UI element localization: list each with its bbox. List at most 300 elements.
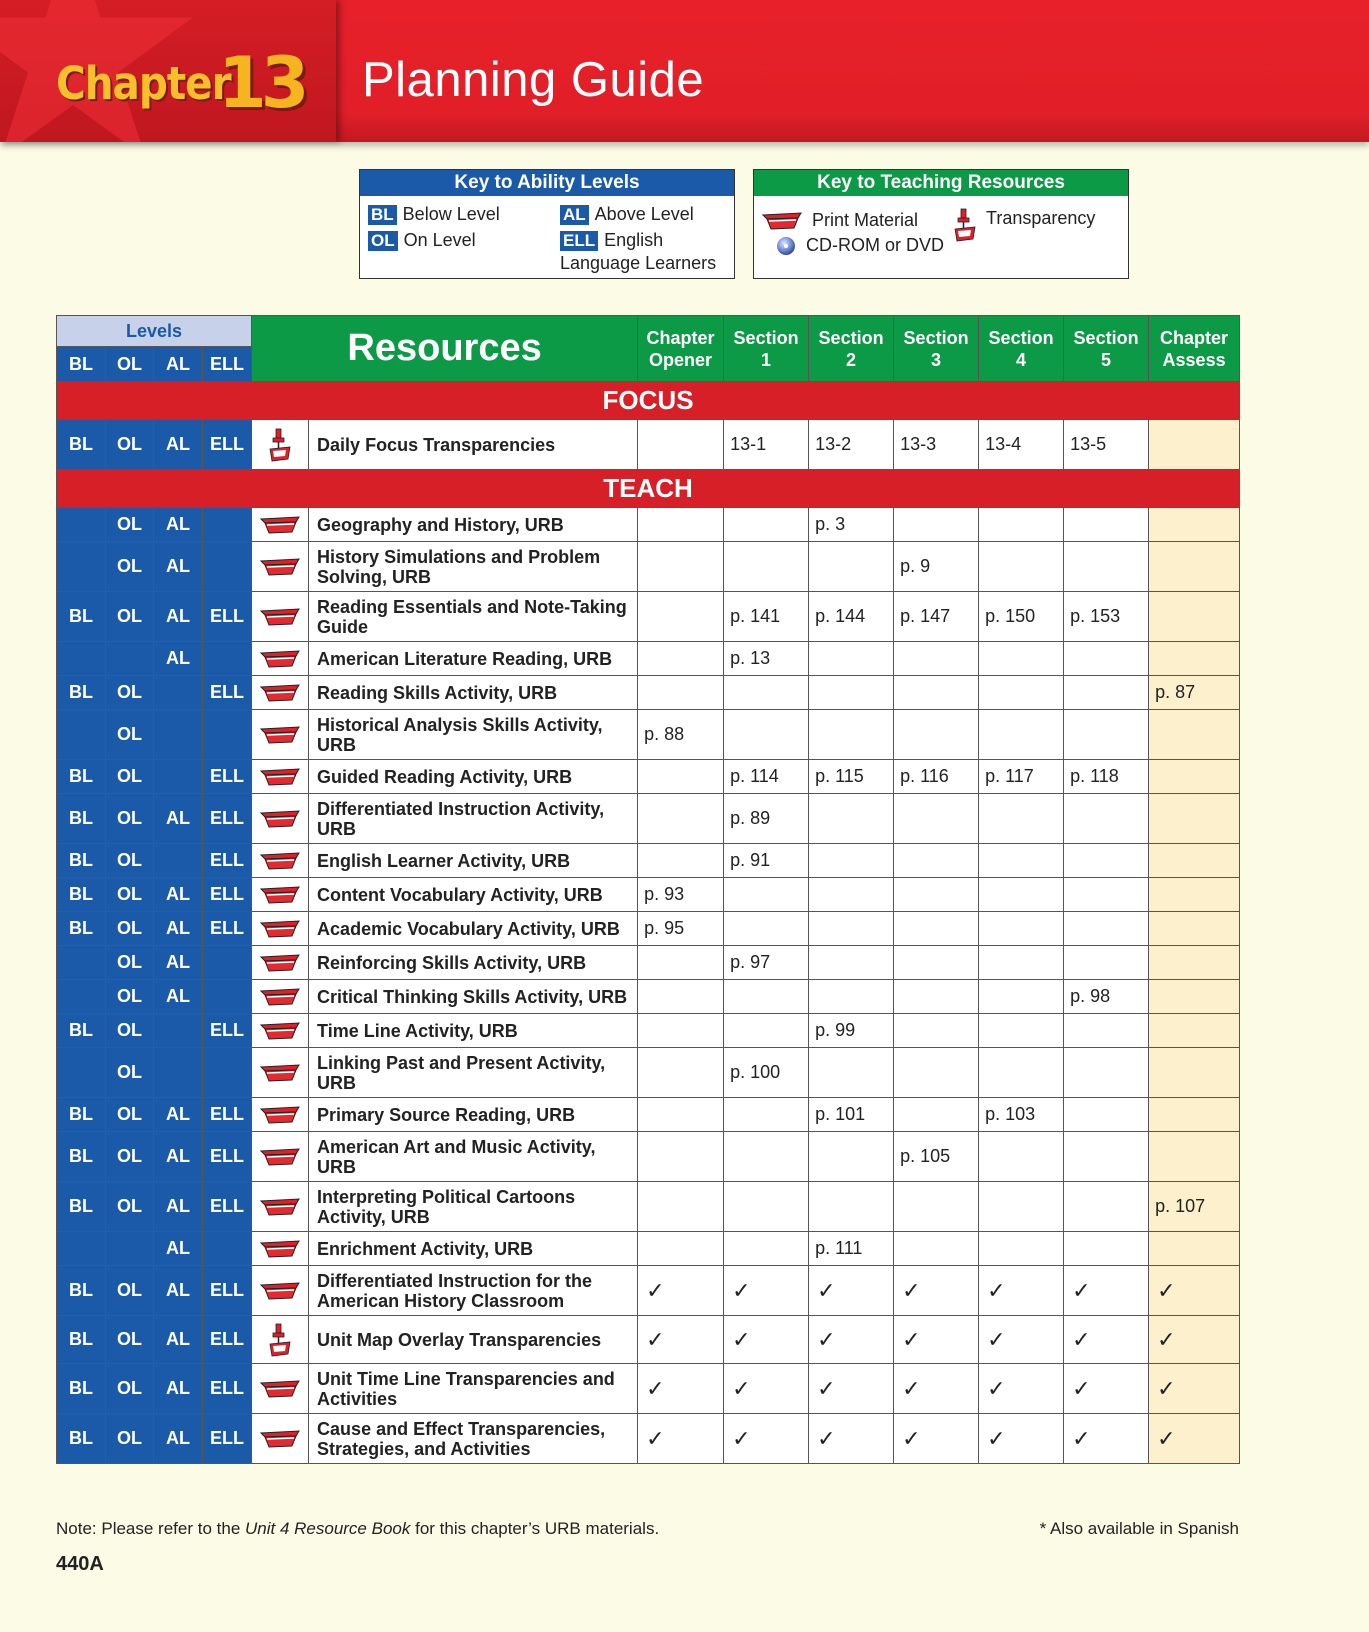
value-cell [638,508,724,542]
value-cell [724,1232,809,1266]
value-cell: p. 103 [979,1098,1064,1132]
value-cell: ✓ [724,1364,809,1414]
value-cell [979,844,1064,878]
table-row [57,542,1240,592]
value-cell: ✓ [979,1266,1064,1316]
value-cell [979,1132,1064,1182]
resource-name: American Art and Music Activity, URB [309,1132,638,1182]
value-cell: ✓ [1064,1316,1149,1364]
resource-name: Linking Past and Present Activity, URB [309,1048,638,1098]
page-number: 440A [56,1553,104,1575]
level-cell-bl: BL [57,1316,106,1364]
table-row [57,420,1240,470]
value-cell [809,912,894,946]
value-cell: p. 144 [809,592,894,642]
print-material-icon [252,844,309,878]
level-cell-ol: OL [106,1316,154,1364]
transparency-icon [252,420,309,470]
value-cell: ✓ [724,1316,809,1364]
note-prefix: Note: Please refer to the [56,1519,245,1538]
table-row [57,508,1240,542]
table-row [57,710,1240,760]
value-cell: ✓ [894,1414,979,1464]
key-item-cdrom [776,235,944,256]
value-cell: ✓ [638,1414,724,1464]
level-cell-al: AL [154,946,203,980]
key-ability-title: Key to Ability Levels [360,170,734,196]
value-cell: p. 89 [724,794,809,844]
level-cell-al: AL [154,642,203,676]
value-cell: p. 153 [1064,592,1149,642]
value-cell: p. 88 [638,710,724,760]
value-cell: ✓ [638,1316,724,1364]
resource-name: Differentiated Instruction for the American History Classroom [309,1266,638,1316]
level-cell-ol: OL [106,980,154,1014]
value-cell: p. 118 [1064,760,1149,794]
level-cell-ell: ELL [203,794,252,844]
value-cell [894,844,979,878]
level-cell-ell: ELL [203,912,252,946]
value-cell: ✓ [1064,1266,1149,1316]
level-cell-bl: BL [57,676,106,710]
resource-name: Differentiated Instruction Activity, URB [309,794,638,844]
value-cell [979,878,1064,912]
level-cell-ell: ELL [203,878,252,912]
value-cell [979,912,1064,946]
level-cell-al [154,1048,203,1098]
resource-name: Cause and Effect Transparencies, Strategies, and Activities [309,1414,638,1464]
value-cell [979,542,1064,592]
value-cell [979,1048,1064,1098]
value-cell: p. 111 [809,1232,894,1266]
level-cell-al: AL [154,1182,203,1232]
level-cell-ol: OL [106,844,154,878]
value-cell [979,794,1064,844]
value-cell [979,1014,1064,1048]
level-cell-bl: BL [57,420,106,470]
level-cell-ol: OL [106,1014,154,1048]
print-material-icon [252,980,309,1014]
value-cell [1149,980,1240,1014]
level-cell-ell [203,1048,252,1098]
level-cell-ol [106,1232,154,1266]
value-cell: ✓ [894,1364,979,1414]
value-cell [1149,542,1240,592]
print-material-icon [252,878,309,912]
value-cell [1064,844,1149,878]
level-cell-bl: BL [57,1266,106,1316]
value-cell: p. 9 [894,542,979,592]
key-item-ol [368,230,476,251]
level-cell-bl [57,642,106,676]
value-cell [638,592,724,642]
value-cell [894,1048,979,1098]
chapter-number: 13 [218,42,304,124]
value-cell [1149,1132,1240,1182]
level-cell-ell: ELL [203,420,252,470]
level-cell-ell: ELL [203,1266,252,1316]
level-cell-al [154,710,203,760]
value-cell [979,508,1064,542]
value-cell [1149,878,1240,912]
value-cell: ✓ [1149,1414,1240,1464]
value-cell [1149,420,1240,470]
level-cell-bl [57,946,106,980]
print-material-icon [252,710,309,760]
value-cell: p. 147 [894,592,979,642]
key-label-transparency: Transparency [986,208,1096,228]
value-cell: ✓ [724,1266,809,1316]
level-cell-ol: OL [106,508,154,542]
level-cell-bl: BL [57,878,106,912]
value-cell: ✓ [979,1364,1064,1414]
table-row [57,1414,1240,1464]
value-cell: ✓ [724,1414,809,1464]
value-cell [809,946,894,980]
resource-name: Guided Reading Activity, URB [309,760,638,794]
level-cell-bl [57,1232,106,1266]
level-cell-al: AL [154,912,203,946]
level-cell-al: AL [154,1132,203,1182]
level-cell-al: AL [154,542,203,592]
value-cell: p. 95 [638,912,724,946]
level-cell-ell: ELL [203,760,252,794]
key-ability-levels [359,169,735,279]
level-cell-ol: OL [106,1132,154,1182]
value-cell: p. 101 [809,1098,894,1132]
value-cell [1149,1232,1240,1266]
page-header [0,0,1369,142]
print-material-icon [252,794,309,844]
value-cell [638,676,724,710]
level-cell-ell [203,710,252,760]
value-cell [809,980,894,1014]
resource-name: Interpreting Political Cartoons Activity, URB [309,1182,638,1232]
resources-header: Resources [252,316,638,382]
level-cell-ell [203,946,252,980]
value-cell: 13-2 [809,420,894,470]
value-cell: ✓ [979,1414,1064,1464]
key-label-ell-line2: Language Learners [560,253,717,273]
value-cell [979,946,1064,980]
value-cell [1064,642,1149,676]
level-cell-ol [106,642,154,676]
level-cell-ell [203,1232,252,1266]
transparency-icon [252,1316,309,1364]
print-material-icon [252,508,309,542]
value-cell: p. 99 [809,1014,894,1048]
value-cell [979,1182,1064,1232]
col-section-2: Section 2 [809,316,894,382]
level-cell-ol: OL [106,676,154,710]
value-cell [809,542,894,592]
value-cell [1149,710,1240,760]
value-cell [1064,878,1149,912]
resource-name: Reading Essentials and Note-Taking Guide [309,592,638,642]
level-cell-ell: ELL [203,592,252,642]
key-label-ol: On Level [403,230,476,250]
resource-name: Critical Thinking Skills Activity, URB [309,980,638,1014]
level-cell-ol: OL [106,794,154,844]
value-cell [809,1048,894,1098]
print-material-icon [252,946,309,980]
level-cell-ell: ELL [203,1316,252,1364]
value-cell [979,1232,1064,1266]
value-cell [1149,1014,1240,1048]
value-cell [1149,912,1240,946]
key-resources-title: Key to Teaching Resources [754,170,1128,196]
value-cell: 13-4 [979,420,1064,470]
resource-name: Historical Analysis Skills Activity, URB [309,710,638,760]
level-cell-bl [57,710,106,760]
badge-ell: ELL [560,231,598,251]
note-suffix: for this chapter’s URB materials. [410,1519,660,1538]
resource-name: Reading Skills Activity, URB [309,676,638,710]
level-cell-bl: BL [57,844,106,878]
level-cell-bl: BL [57,1182,106,1232]
level-cell-ell [203,542,252,592]
table-row [57,676,1240,710]
value-cell: p. 150 [979,592,1064,642]
resource-name: Geography and History, URB [309,508,638,542]
value-cell [979,980,1064,1014]
print-material-icon [252,1182,309,1232]
value-cell [724,980,809,1014]
level-cell-ell: ELL [203,844,252,878]
level-cell-ol: OL [106,592,154,642]
resource-name: Enrichment Activity, URB [309,1232,638,1266]
col-chapter-opener: Chapter Opener [638,316,724,382]
value-cell [894,508,979,542]
resource-name: English Learner Activity, URB [309,844,638,878]
value-cell [809,1132,894,1182]
value-cell: ✓ [1149,1266,1240,1316]
value-cell: p. 105 [894,1132,979,1182]
value-cell [724,878,809,912]
value-cell: 13-5 [1064,420,1149,470]
value-cell [1064,542,1149,592]
col-section-4: Section 4 [979,316,1064,382]
print-material-icon [252,1414,309,1464]
level-code-ell: ELL [203,347,252,382]
level-cell-bl: BL [57,1364,106,1414]
value-cell: ✓ [1149,1316,1240,1364]
key-item-bl [368,204,500,225]
page-title: Planning Guide [362,53,705,107]
value-cell [638,980,724,1014]
transparency-icon [954,208,976,242]
level-cell-ell [203,980,252,1014]
section-header-focus: FOCUS [57,382,1240,420]
print-material-icon [252,1364,309,1414]
level-cell-ol: OL [106,760,154,794]
table-row [57,794,1240,844]
value-cell [1149,1098,1240,1132]
table-row [57,1316,1240,1364]
value-cell [638,1014,724,1048]
level-cell-al: AL [154,508,203,542]
table-row [57,946,1240,980]
level-cell-bl [57,980,106,1014]
print-material-icon [252,1014,309,1048]
key-item-print [762,210,918,231]
level-cell-bl: BL [57,1132,106,1182]
table-row [57,760,1240,794]
value-cell [638,794,724,844]
level-cell-al [154,844,203,878]
value-cell [724,1014,809,1048]
value-cell [638,1232,724,1266]
value-cell [638,542,724,592]
value-cell: ✓ [1064,1364,1149,1414]
value-cell [809,878,894,912]
value-cell: p. 114 [724,760,809,794]
value-cell [1149,592,1240,642]
level-cell-ell: ELL [203,1182,252,1232]
planning-table [56,315,1240,1464]
level-cell-bl [57,542,106,592]
print-material-icon [252,760,309,794]
table-row [57,1232,1240,1266]
print-material-icon [252,642,309,676]
value-cell [1064,710,1149,760]
resource-name: Unit Time Line Transparencies and Activities [309,1364,638,1414]
value-cell [638,1132,724,1182]
level-cell-bl: BL [57,794,106,844]
value-cell [638,760,724,794]
value-cell [979,710,1064,760]
value-cell [894,1182,979,1232]
level-code-al: AL [154,347,203,382]
value-cell: p. 97 [724,946,809,980]
level-cell-al [154,760,203,794]
value-cell [894,642,979,676]
badge-ol: OL [368,231,398,251]
value-cell: p. 115 [809,760,894,794]
key-label-bl: Below Level [402,204,500,224]
value-cell [1149,760,1240,794]
value-cell: p. 107 [1149,1182,1240,1232]
print-material-icon [252,592,309,642]
print-material-icon [252,1132,309,1182]
value-cell: p. 91 [724,844,809,878]
chapter-tab [0,0,336,142]
level-cell-al [154,1014,203,1048]
key-teaching-resources [753,169,1129,279]
value-cell [724,710,809,760]
value-cell [894,1014,979,1048]
table-row [57,1132,1240,1182]
value-cell: ✓ [894,1316,979,1364]
print-material-icon [762,212,802,230]
value-cell [894,710,979,760]
footer-note [56,1519,1239,1539]
key-item-transparency [954,208,1095,242]
value-cell [638,642,724,676]
level-cell-ol: OL [106,1182,154,1232]
cd-rom-icon [776,236,796,256]
key-label-al: Above Level [594,204,694,224]
level-cell-ol: OL [106,542,154,592]
col-chapter-assess: Chapter Assess [1149,316,1240,382]
value-cell [809,710,894,760]
table-row [57,1182,1240,1232]
badge-bl: BL [368,205,397,225]
value-cell [724,508,809,542]
value-cell [638,1182,724,1232]
value-cell: p. 13 [724,642,809,676]
table-row [57,1048,1240,1098]
print-material-icon [252,542,309,592]
value-cell: 13-3 [894,420,979,470]
value-cell: p. 98 [1064,980,1149,1014]
value-cell: p. 93 [638,878,724,912]
value-cell [809,676,894,710]
value-cell [724,1098,809,1132]
value-cell [1149,946,1240,980]
table-row [57,912,1240,946]
col-section-5: Section 5 [1064,316,1149,382]
level-code-ol: OL [106,347,154,382]
value-cell [1064,676,1149,710]
section-header-teach: TEACH [57,470,1240,508]
value-cell [1149,794,1240,844]
value-cell [1064,1132,1149,1182]
value-cell [894,794,979,844]
value-cell [724,1182,809,1232]
value-cell [638,844,724,878]
level-cell-bl: BL [57,1014,106,1048]
table-row [57,1266,1240,1316]
resource-name: Daily Focus Transparencies [309,420,638,470]
resource-name: Content Vocabulary Activity, URB [309,878,638,912]
table-row [57,642,1240,676]
value-cell [894,878,979,912]
value-cell [638,420,724,470]
level-cell-ell: ELL [203,1098,252,1132]
resource-name: Primary Source Reading, URB [309,1098,638,1132]
value-cell [724,912,809,946]
value-cell: ✓ [894,1266,979,1316]
level-cell-ell: ELL [203,1014,252,1048]
value-cell [724,1132,809,1182]
value-cell [894,1232,979,1266]
key-label-cdrom: CD-ROM or DVD [806,235,944,255]
value-cell: ✓ [809,1316,894,1364]
value-cell: ✓ [809,1364,894,1414]
value-cell [1064,1232,1149,1266]
resource-name: Time Line Activity, URB [309,1014,638,1048]
value-cell [894,980,979,1014]
value-cell [638,1098,724,1132]
level-cell-bl: BL [57,592,106,642]
resource-name: Academic Vocabulary Activity, URB [309,912,638,946]
value-cell [638,1048,724,1098]
value-cell [1149,844,1240,878]
level-cell-al: AL [154,1316,203,1364]
key-label-print: Print Material [812,210,919,230]
table-row [57,878,1240,912]
value-cell [1064,1014,1149,1048]
print-material-icon [252,1266,309,1316]
value-cell: p. 116 [894,760,979,794]
level-cell-bl: BL [57,1098,106,1132]
level-cell-ell: ELL [203,1132,252,1182]
level-cell-al [154,676,203,710]
level-cell-bl: BL [57,1414,106,1464]
col-section-1: Section 1 [724,316,809,382]
level-code-bl: BL [57,347,106,382]
